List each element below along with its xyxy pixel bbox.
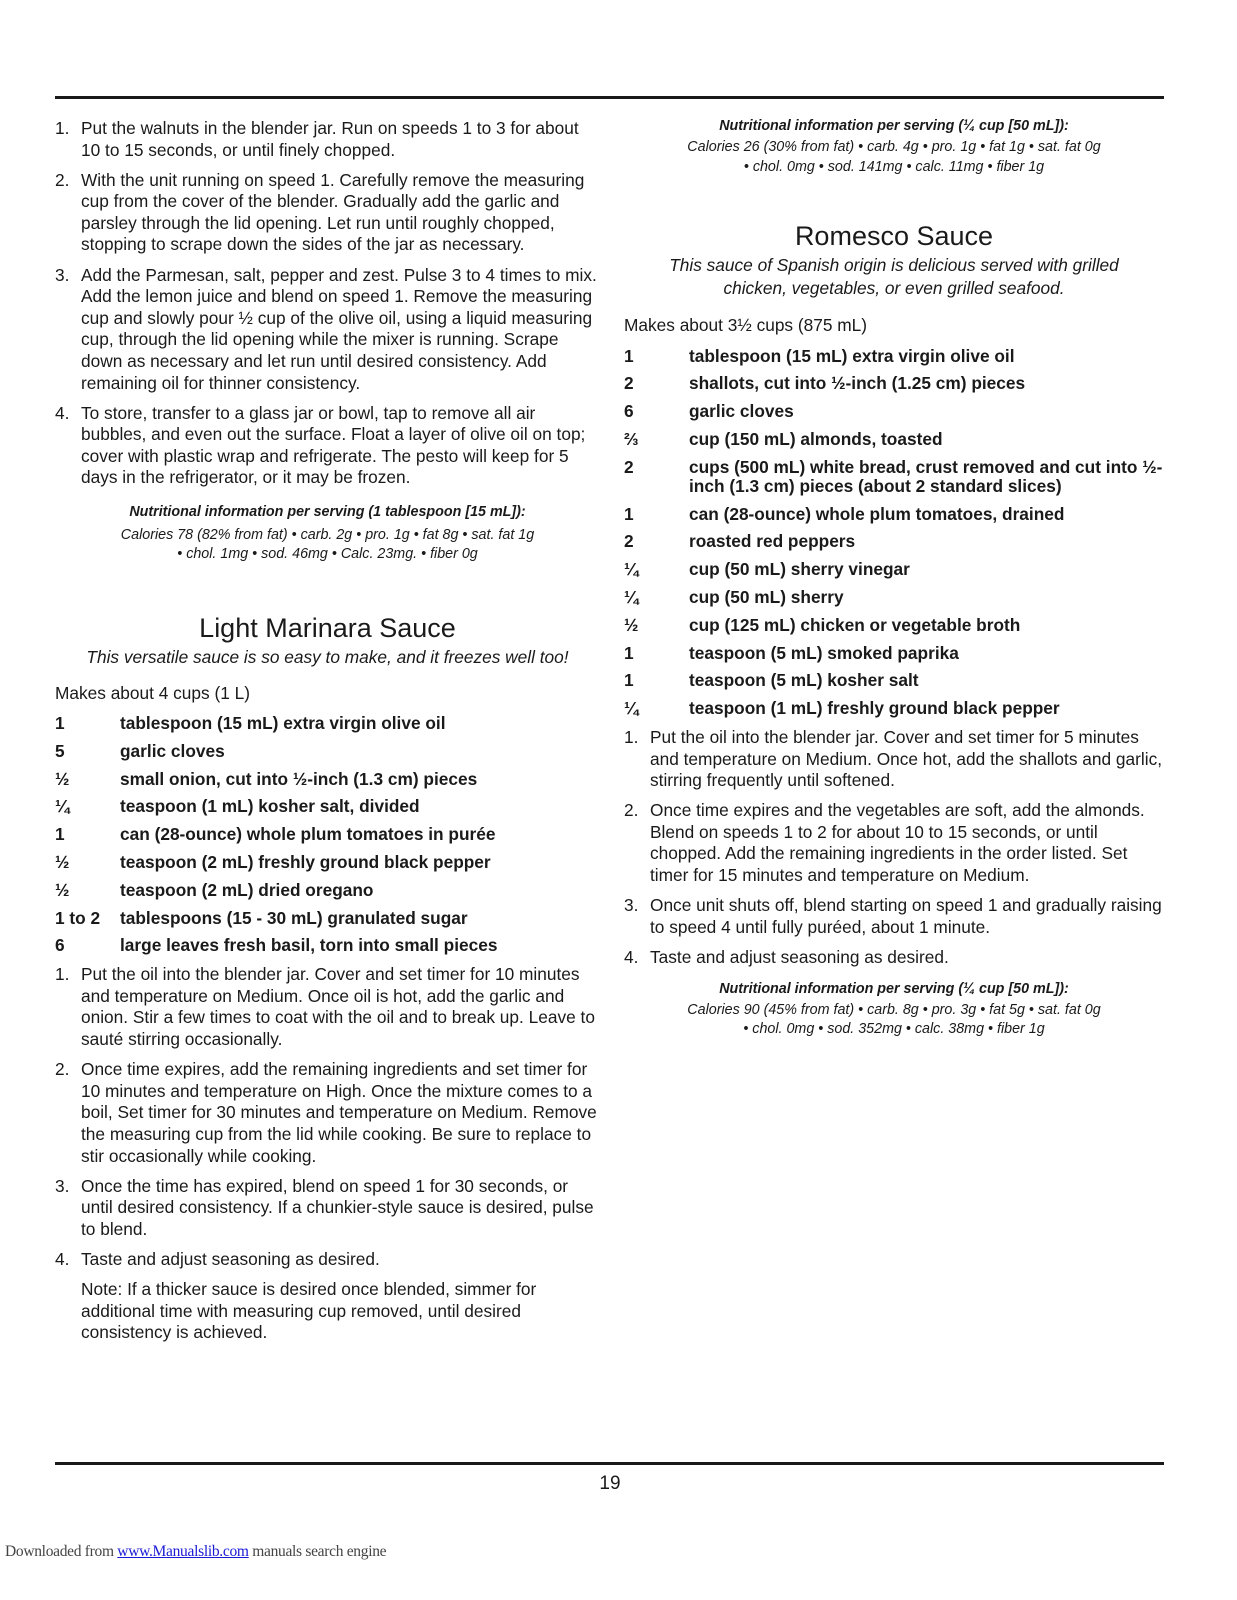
ingredient-row xyxy=(624,588,1164,607)
ingredient-text: garlic cloves xyxy=(120,740,225,761)
bottom-rule xyxy=(55,1462,1164,1465)
ingredient-row xyxy=(624,402,1164,421)
ingredient-quantity: 5 xyxy=(55,740,65,761)
ingredient-text: teaspoon (1 mL) freshly ground black pepper xyxy=(689,698,1060,719)
step-text: Taste and adjust seasoning as desired. xyxy=(650,946,949,967)
step-number: 3. xyxy=(55,1175,70,1196)
step-number: 4. xyxy=(55,402,70,423)
ingredient-row xyxy=(55,853,600,872)
ingredient-quantity: 6 xyxy=(55,935,65,956)
download-footer xyxy=(5,1543,386,1561)
ingredient-quantity: ¼ xyxy=(624,698,639,719)
marinara-nutrition-line2: • chol. 0mg • sod. 141mg • calc. 11mg • fiber 1g xyxy=(743,158,1045,175)
marinara-intro: This versatile sauce is so easy to make, and it freezes well too! xyxy=(86,646,569,667)
step-text: Once time expires, add the remaining ingredients and set timer for 10 minutes and temperature on High. Once the mixture comes to a boil, Set timer for 30 minutes and temperature on Medium. Remove the measuring cup from the lid while cooking. Be sure to replace to stir occasionally while cooking. xyxy=(81,1059,597,1166)
step-number: 3. xyxy=(624,895,639,916)
ingredient-text: tablespoon (15 mL) extra virgin olive oil xyxy=(120,713,446,734)
ingredient-quantity: ⅔ xyxy=(624,428,639,449)
step-text: With the unit running on speed 1. Carefully remove the measuring cup from the cover of the blender. Gradually add the garlic and parsley through the lid opening. Let run until roughly chopped, stopping to scrape down the sides of the jar as necessary. xyxy=(81,169,585,255)
manualslib-link[interactable]: www.Manualslib.com xyxy=(117,1543,249,1560)
ingredient-quantity: 1 xyxy=(624,503,634,524)
step-text: Add the Parmesan, salt, pepper and zest. Pulse 3 to 4 times to mix. Add the lemon juice and blend on speed 1. Remove the measuring cup and slowly pour ½ cup of the olive oil, using a liquid measuring cup, through the lid opening while the mixer is running. Scrape down as necessary and let run until desired consistency. Add remaining oil for thinner consistency. xyxy=(81,264,597,393)
ingredient-quantity: ½ xyxy=(624,614,639,635)
ingredient-row xyxy=(624,430,1164,449)
ingredient-text: cups (500 mL) white bread, crust removed and cut into ½-inch (1.3 cm) pieces (about 2 standard slices) xyxy=(689,456,1163,496)
step-text: Put the oil into the blender jar. Cover and set timer for 5 minutes and temperature on Medium. Once hot, add the shallots and garlic, stirring frequently until softened. xyxy=(650,726,1163,791)
marinara-title: Light Marinara Sauce xyxy=(199,612,456,643)
ingredient-text: cup (150 mL) almonds, toasted xyxy=(689,428,943,449)
ingredient-row xyxy=(55,825,600,844)
ingredient-row xyxy=(55,770,600,789)
step-item xyxy=(55,170,600,256)
ingredient-text: shallots, cut into ½-inch (1.25 cm) pieces xyxy=(689,373,1026,394)
pesto-nutrition-line1: Calories 78 (82% from fat) • carb. 2g • pro. 1g • fat 8g • sat. fat 1g xyxy=(120,526,535,543)
step-item xyxy=(55,403,600,489)
step-text: Once the time has expired, blend on speed 1 for 30 seconds, or until desired consistency. If a chunkier-style sauce is desired, pulse to blend. xyxy=(81,1175,594,1239)
step-item xyxy=(624,947,1164,969)
ingredient-text: tablespoon (15 mL) extra virgin olive oil xyxy=(689,345,1015,366)
step-number: 2. xyxy=(55,1059,70,1080)
ingredient-text: roasted red peppers xyxy=(689,531,856,552)
ingredient-row xyxy=(624,458,1164,496)
ingredient-quantity: 2 xyxy=(624,373,634,394)
ingredient-row xyxy=(55,797,600,816)
ingredient-row xyxy=(624,644,1164,663)
ingredient-text: teaspoon (5 mL) smoked paprika xyxy=(689,642,959,663)
step-item xyxy=(55,1059,600,1167)
ingredient-text: can (28-ounce) whole plum tomatoes in purée xyxy=(120,824,496,845)
step-item xyxy=(55,265,600,395)
step-number: 2. xyxy=(624,800,639,821)
ingredient-text: cup (50 mL) sherry xyxy=(689,586,844,607)
top-rule xyxy=(55,96,1164,99)
ingredient-row xyxy=(624,616,1164,635)
step-number: 3. xyxy=(55,264,70,285)
ingredient-quantity: ½ xyxy=(55,768,70,789)
ingredient-text: teaspoon (2 mL) freshly ground black pepper xyxy=(120,852,491,873)
ingredient-row xyxy=(55,909,600,928)
ingredient-quantity: ½ xyxy=(55,852,70,873)
romesco-nutrition-line2: • chol. 0mg • sod. 352mg • calc. 38mg • fiber 1g xyxy=(743,1021,1045,1038)
ingredient-row xyxy=(624,347,1164,366)
step-text: Put the oil into the blender jar. Cover and set timer for 10 minutes and temperature on Medium. Once oil is hot, add the garlic and onion. Stir a few times to coat with the oil and to break up. Leave to sauté stirring occasionally. xyxy=(81,964,595,1050)
footer-prefix: Downloaded from xyxy=(5,1543,118,1560)
ingredient-row xyxy=(624,560,1164,579)
ingredient-text: teaspoon (5 mL) kosher salt xyxy=(689,670,919,691)
pesto-steps xyxy=(55,118,600,489)
ingredient-text: teaspoon (2 mL) dried oregano xyxy=(120,879,374,900)
step-text: To store, transfer to a glass jar or bowl, tap to remove all air bubbles, and even out the surface. Float a layer of olive oil on top; cover with plastic wrap and refrigerate. The pesto will keep for 5 days in the refrigerator, or it may be frozen. xyxy=(81,402,586,488)
ingredient-row xyxy=(55,936,600,955)
step-text: Taste and adjust seasoning as desired. xyxy=(81,1248,380,1269)
ingredient-quantity: ¼ xyxy=(624,586,639,607)
ingredient-quantity: 2 xyxy=(624,456,634,477)
ingredient-row xyxy=(55,881,600,900)
left-column xyxy=(55,118,600,1344)
ingredient-row xyxy=(55,714,600,733)
marinara-nutrition-line1: Calories 26 (30% from fat) • carb. 4g • pro. 1g • fat 1g • sat. fat 0g xyxy=(687,139,1101,155)
ingredient-quantity: 1 xyxy=(624,670,634,691)
romesco-ingredients xyxy=(624,347,1164,719)
romesco-title: Romesco Sauce xyxy=(794,221,994,251)
step-number: 1. xyxy=(624,726,639,747)
marinara-nutrition-title: Nutritional information per serving (¼ cup [50 mL]): xyxy=(719,118,1069,134)
right-column xyxy=(624,118,1164,1040)
step-number: 4. xyxy=(624,946,639,967)
step-item xyxy=(624,800,1164,886)
ingredient-quantity: 6 xyxy=(624,401,634,422)
romesco-steps xyxy=(624,727,1164,968)
ingredient-quantity: 1 xyxy=(55,713,65,734)
marinara-steps xyxy=(55,964,600,1270)
ingredient-quantity: ¼ xyxy=(624,559,639,580)
ingredient-quantity: 1 xyxy=(624,642,634,663)
page-number: 19 xyxy=(599,1473,621,1494)
ingredient-quantity: 2 xyxy=(624,531,634,552)
step-text: Once time expires and the vegetables are soft, add the almonds. Blend on speeds 1 to 2 for about 10 to 15 seconds, or until chopped. Add the remaining ingredients in the order listed. Set timer for 15 minutes and temperature on Medium. xyxy=(650,800,1145,886)
marinara-makes: Makes about 4 cups (1 L) xyxy=(55,682,250,703)
step-text: Put the walnuts in the blender jar. Run on speeds 1 to 3 for about 10 to 15 seconds, or until finely chopped. xyxy=(81,118,579,160)
ingredient-text: large leaves fresh basil, torn into small pieces xyxy=(120,935,498,956)
marinara-ingredients xyxy=(55,714,600,955)
ingredient-text: cup (125 mL) chicken or vegetable broth xyxy=(689,614,1021,635)
step-item xyxy=(55,118,600,161)
step-item xyxy=(55,964,600,1050)
ingredient-text: cup (50 mL) sherry vinegar xyxy=(689,559,910,580)
ingredient-text: teaspoon (1 mL) kosher salt, divided xyxy=(120,796,420,817)
pesto-nutrition-title: Nutritional information per serving (1 tablespoon [15 mL]): xyxy=(129,503,526,520)
step-item xyxy=(624,895,1164,938)
footer-suffix: manuals search engine xyxy=(248,1543,387,1560)
ingredient-text: small onion, cut into ½-inch (1.3 cm) pieces xyxy=(120,768,478,789)
ingredient-text: tablespoons (15 - 30 mL) granulated sugar xyxy=(120,907,468,928)
ingredient-quantity: 1 xyxy=(55,824,65,845)
romesco-intro-line1: This sauce of Spanish origin is delicious served with grilled xyxy=(669,255,1119,275)
step-number: 1. xyxy=(55,118,70,138)
step-item xyxy=(55,1249,600,1271)
romesco-intro-line2: chicken, vegetables, or even grilled seafood. xyxy=(723,278,1065,298)
ingredient-text: garlic cloves xyxy=(689,401,794,422)
ingredient-row xyxy=(624,532,1164,551)
ingredient-row xyxy=(624,699,1164,718)
romesco-nutrition-line1: Calories 90 (45% from fat) • carb. 8g • pro. 3g • fat 5g • sat. fat 0g xyxy=(687,1001,1101,1018)
marinara-note: Note: If a thicker sauce is desired once blended, simmer for additional time with measuring cup removed, until desired consistency is achieved. xyxy=(81,1278,537,1343)
step-text: Once unit shuts off, blend starting on speed 1 and gradually raising to speed 4 until fully puréed, about 1 minute. xyxy=(650,895,1162,937)
ingredient-quantity: 1 xyxy=(624,345,634,366)
step-item xyxy=(624,727,1164,792)
step-number: 1. xyxy=(55,964,70,985)
step-item xyxy=(55,1176,600,1241)
step-number: 4. xyxy=(55,1248,70,1269)
ingredient-row xyxy=(55,742,600,761)
romesco-nutrition-title: Nutritional information per serving (¼ cup [50 mL]): xyxy=(719,980,1069,997)
ingredient-row xyxy=(624,374,1164,393)
ingredient-row xyxy=(624,505,1164,524)
romesco-makes: Makes about 3½ cups (875 mL) xyxy=(624,315,868,335)
pesto-nutrition-line2: • chol. 1mg • sod. 46mg • Calc. 23mg. • fiber 0g xyxy=(177,546,478,562)
ingredient-quantity: ¼ xyxy=(55,796,70,817)
step-number: 2. xyxy=(55,169,70,190)
ingredient-text: can (28-ounce) whole plum tomatoes, drained xyxy=(689,503,1065,524)
ingredient-quantity: 1 to 2 xyxy=(55,907,101,928)
ingredient-row xyxy=(624,671,1164,690)
ingredient-quantity: ½ xyxy=(55,879,70,900)
